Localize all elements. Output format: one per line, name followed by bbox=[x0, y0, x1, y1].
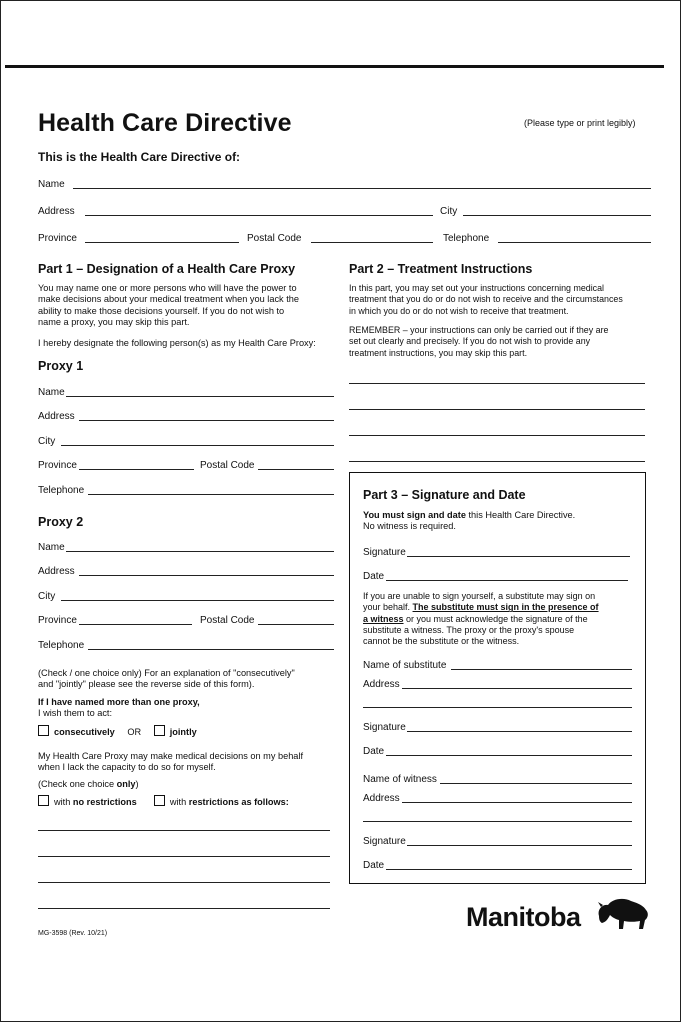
name-of-witness-label: Name of witness bbox=[363, 774, 437, 785]
no-restrictions-checkbox[interactable] bbox=[38, 795, 49, 806]
substitute-text: If you are unable to sign yourself, a substitute may sign on your behalf. The substitute must sign in the presence of a witness or you must acknowledge the signature of the substitute a witness. The proxy or the proxy's spouse cannot be the substitute or the witness. bbox=[363, 591, 599, 647]
proxy2-postal-code-field[interactable] bbox=[258, 624, 334, 625]
proxy2-address-field[interactable] bbox=[79, 575, 334, 576]
proxy2-name-label: Name bbox=[38, 542, 65, 553]
proxy1-postal-code-field[interactable] bbox=[258, 469, 334, 470]
proxy2-province-label: Province bbox=[38, 615, 77, 626]
print-instruction: (Please type or print legibly) bbox=[524, 118, 636, 128]
proxy2-telephone-field[interactable] bbox=[88, 649, 334, 650]
province-label: Province bbox=[38, 233, 77, 244]
witness-address-label: Address bbox=[363, 793, 400, 804]
part2-heading: Part 2 – Treatment Instructions bbox=[349, 262, 533, 276]
proxy2-province-field[interactable] bbox=[79, 624, 192, 625]
province-field[interactable] bbox=[85, 242, 239, 243]
proxy1-province-field[interactable] bbox=[79, 469, 194, 470]
instructions-line-4[interactable] bbox=[349, 461, 645, 462]
part1-intro: You may name one or more persons who will have the power to make decisions about your medical treatment when you lack the ability to make those decisions yourself. If you do not wish to name a proxy, you may skip this part. bbox=[38, 283, 299, 327]
no-restrictions-label: no restrictions bbox=[72, 797, 137, 807]
part3-heading: Part 3 – Signature and Date bbox=[363, 488, 526, 502]
telephone-field[interactable] bbox=[498, 242, 651, 243]
page-title: Health Care Directive bbox=[38, 109, 292, 137]
proxy2-address-label: Address bbox=[38, 566, 75, 577]
restriction-options: with no restrictions with restrictions as follows: bbox=[38, 795, 289, 808]
top-rule bbox=[5, 65, 664, 68]
proxy1-name-label: Name bbox=[38, 387, 65, 398]
multiple-proxy-text: If I have named more than one proxy, I wish them to act: bbox=[38, 697, 200, 719]
proxy1-name-field[interactable] bbox=[66, 396, 334, 397]
bison-icon bbox=[593, 896, 651, 932]
proxy2-city-label: City bbox=[38, 591, 56, 602]
form-number: MG-3598 (Rev. 10/21) bbox=[38, 930, 108, 937]
proxy1-postal-code-label: Postal Code bbox=[200, 460, 255, 471]
proxy1-address-label: Address bbox=[38, 411, 75, 422]
city-field[interactable] bbox=[463, 215, 651, 216]
witness-address-field-2[interactable] bbox=[363, 821, 632, 822]
substitute-address-field[interactable] bbox=[402, 688, 632, 689]
proxy2-telephone-label: Telephone bbox=[38, 640, 85, 651]
check-instruction: (Check / one choice only) For an explanation of "consecutively" and "jointly" please see the reverse side of this form). bbox=[38, 668, 295, 690]
jointly-checkbox[interactable] bbox=[154, 725, 165, 736]
proxy1-city-label: City bbox=[38, 436, 56, 447]
consecutively-checkbox[interactable] bbox=[38, 725, 49, 736]
address-field[interactable] bbox=[85, 215, 433, 216]
proxy2-heading: Proxy 2 bbox=[38, 515, 84, 529]
substitute-address-label: Address bbox=[363, 679, 400, 690]
proxy2-city-field[interactable] bbox=[61, 600, 334, 601]
postal-code-label: Postal Code bbox=[247, 233, 302, 244]
restrictions-line-1[interactable] bbox=[38, 830, 330, 831]
postal-code-field[interactable] bbox=[311, 242, 433, 243]
jointly-label: jointly bbox=[169, 727, 197, 737]
date-field[interactable] bbox=[386, 580, 628, 581]
part2-remember: REMEMBER – your instructions can only be carried out if they are set out clearly and precisely. If you do not wish to provide any treatment instructions, you may skip this part. bbox=[349, 325, 609, 358]
consecutively-label: consecutively bbox=[54, 727, 115, 737]
proxy1-heading: Proxy 1 bbox=[38, 359, 84, 373]
telephone-label: Telephone bbox=[443, 233, 490, 244]
witness-date-field[interactable] bbox=[386, 869, 632, 870]
part2-intro: In this part, you may set out your instructions concerning medical treatment that you do or do not wish to receive and the circumstances in which you do or do not wish to receive that treatment. bbox=[349, 283, 623, 316]
proxy1-telephone-field[interactable] bbox=[88, 494, 334, 495]
designate-text: I hereby designate the following person(s) as my Health Care Proxy: bbox=[38, 338, 316, 348]
check-one-text: (Check one choice only) bbox=[38, 779, 139, 789]
signature-field[interactable] bbox=[407, 556, 630, 557]
date-label: Date bbox=[363, 571, 385, 582]
manitoba-logo: Manitoba bbox=[466, 902, 581, 932]
or-label: OR bbox=[127, 727, 142, 737]
substitute-address-field-2[interactable] bbox=[363, 707, 632, 708]
restrictions-line-2[interactable] bbox=[38, 856, 330, 857]
witness-address-field[interactable] bbox=[402, 802, 632, 803]
restrictions-line-4[interactable] bbox=[38, 908, 330, 909]
substitute-date-field[interactable] bbox=[386, 755, 632, 756]
name-of-substitute-label: Name of substitute bbox=[363, 660, 447, 671]
address-label: Address bbox=[38, 206, 75, 217]
with-restrictions-checkbox[interactable] bbox=[154, 795, 165, 806]
part1-heading: Part 1 – Designation of a Health Care Proxy bbox=[38, 262, 296, 276]
proxy-capacity-text: My Health Care Proxy may make medical decisions on my behalf when I lack the capacity to do so for myself. bbox=[38, 751, 304, 773]
substitute-signature-label: Signature bbox=[363, 722, 406, 733]
directive-of-heading: This is the Health Care Directive of: bbox=[38, 150, 241, 164]
name-of-witness-field[interactable] bbox=[440, 783, 632, 784]
proxy1-address-field[interactable] bbox=[79, 420, 334, 421]
name-label: Name bbox=[38, 179, 65, 190]
part3-must-sign: You must sign and date this Health Care Directive. No witness is required. bbox=[363, 510, 576, 532]
substitute-date-label: Date bbox=[363, 746, 385, 757]
proxy1-telephone-label: Telephone bbox=[38, 485, 85, 496]
witness-signature-label: Signature bbox=[363, 836, 406, 847]
instructions-line-2[interactable] bbox=[349, 409, 645, 410]
proxy2-postal-code-label: Postal Code bbox=[200, 615, 255, 626]
part3-box bbox=[349, 472, 646, 884]
restrictions-follows-label: restrictions as follows: bbox=[188, 797, 289, 807]
act-options bbox=[38, 725, 197, 738]
instructions-line-1[interactable] bbox=[349, 383, 645, 384]
instructions-line-3[interactable] bbox=[349, 435, 645, 436]
name-of-substitute-field[interactable] bbox=[451, 669, 632, 670]
proxy1-city-field[interactable] bbox=[61, 445, 334, 446]
restrictions-line-3[interactable] bbox=[38, 882, 330, 883]
witness-signature-field[interactable] bbox=[407, 845, 632, 846]
name-field[interactable] bbox=[73, 188, 651, 189]
witness-date-label: Date bbox=[363, 860, 385, 871]
substitute-signature-field[interactable] bbox=[407, 731, 632, 732]
city-label: City bbox=[440, 206, 458, 217]
signature-label: Signature bbox=[363, 547, 406, 558]
proxy1-province-label: Province bbox=[38, 460, 77, 471]
proxy2-name-field[interactable] bbox=[66, 551, 334, 552]
